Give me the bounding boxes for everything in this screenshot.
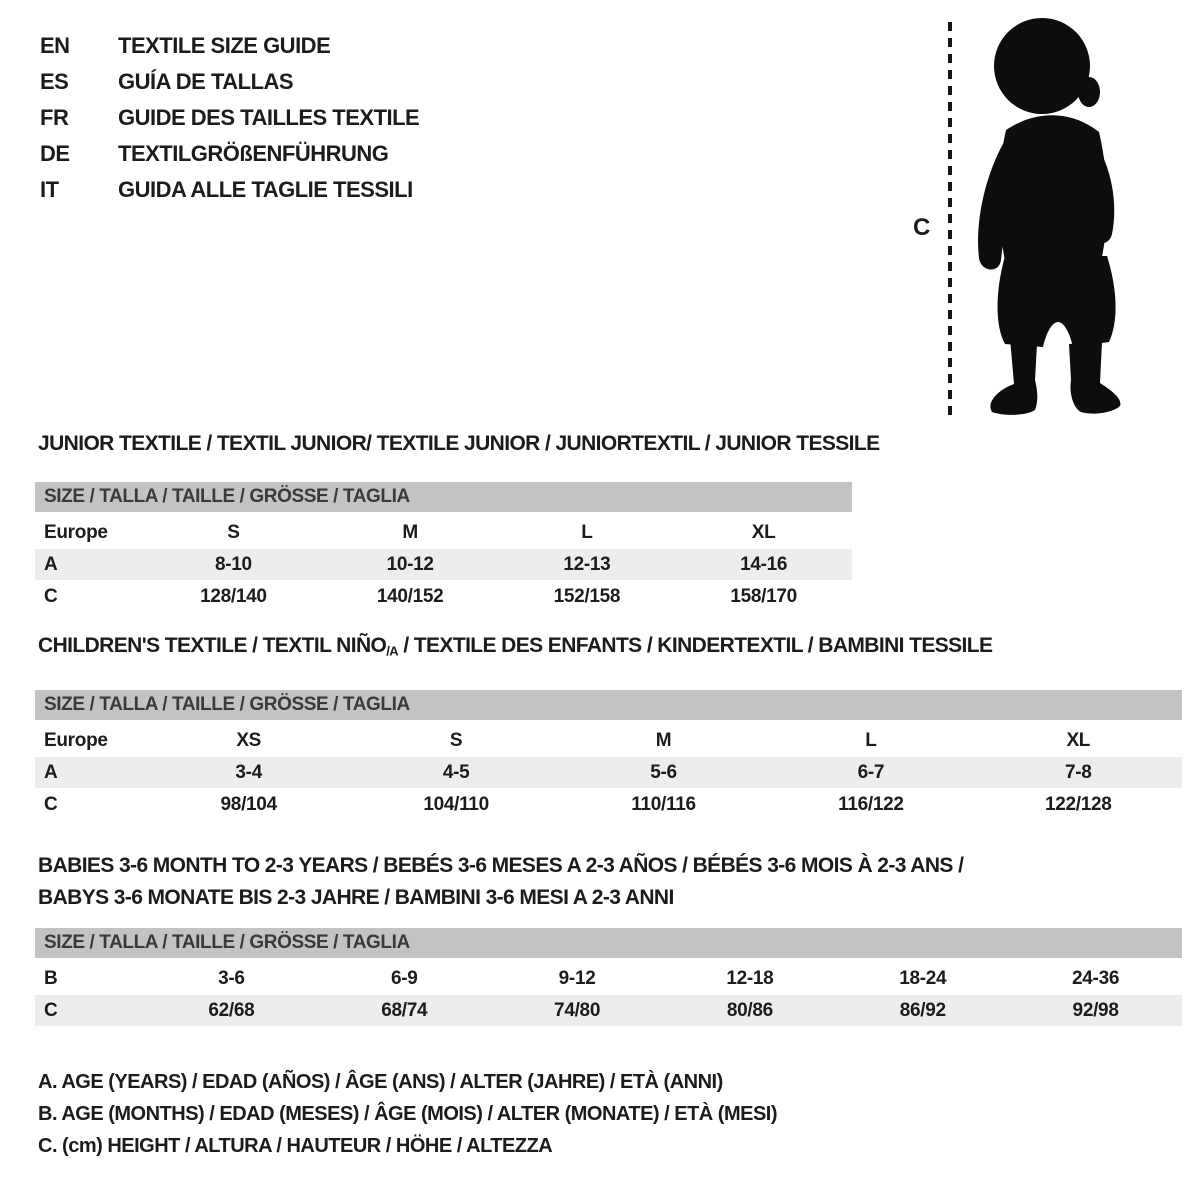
language-guide-title: GUIDA ALLE TAGLIE TESSILI (118, 177, 413, 202)
size-cell: 12-18 (726, 967, 774, 989)
size-cell: 110/116 (631, 793, 696, 815)
table-title-line: BABYS 3-6 MONATE BIS 2-3 JAHRE / BAMBINI 3-6 MESI A 2-3 ANNI (38, 886, 674, 909)
size-cell: 24-36 (1072, 967, 1120, 989)
size-cell: 5-6 (650, 761, 677, 783)
language-row (40, 64, 419, 100)
size-cell: 6-9 (390, 967, 418, 989)
table-title-line: BABIES 3-6 MONTH TO 2-3 YEARS / BEBÉS 3-6 MESES A 2-3 AÑOS / BÉBÉS 3-6 MOIS À 2-3 ANS / (38, 854, 964, 877)
size-cell: M (655, 729, 672, 751)
footnote-legend (38, 1066, 777, 1162)
size-cell: 122/128 (1044, 793, 1112, 815)
table-row (35, 995, 1182, 1026)
size-cell: 3-6 (218, 967, 245, 989)
table-title (38, 630, 992, 668)
row-label: A (44, 761, 58, 783)
size-cell: 86/92 (899, 999, 946, 1021)
language-row (40, 100, 419, 136)
footnote-line: C. (cm) HEIGHT / ALTURA / HAUTEUR / HÖHE / ALTEZZA (38, 1134, 553, 1157)
row-label: C (44, 999, 58, 1021)
size-cell: 9-12 (558, 967, 596, 989)
size-table-childrens-textile (35, 634, 1182, 821)
size-cell: 140/152 (376, 585, 444, 607)
row-label: Europe (44, 729, 108, 751)
size-cell: 104/110 (423, 793, 489, 815)
language-code: FR (40, 105, 69, 130)
size-cell: 3-4 (235, 761, 262, 783)
size-header-bar: SIZE / TALLA / TAILLE / GRÖSSE / TAGLIA (35, 690, 1182, 720)
language-guide-title: TEXTILE SIZE GUIDE (118, 33, 331, 58)
language-row (40, 172, 419, 208)
language-row (40, 136, 419, 172)
row-label: A (44, 553, 58, 575)
table-row (35, 517, 852, 548)
size-cell: 12-13 (563, 553, 611, 575)
language-title-list (40, 28, 419, 208)
size-header-bar: SIZE / TALLA / TAILLE / GRÖSSE / TAGLIA (35, 928, 1182, 958)
size-cell: L (865, 729, 877, 751)
language-code: DE (40, 141, 70, 166)
table-row (35, 789, 1182, 820)
size-cell: 8-10 (214, 553, 252, 575)
size-header-bar: SIZE / TALLA / TAILLE / GRÖSSE / TAGLIA (35, 482, 852, 512)
size-cell: 116/122 (838, 793, 904, 815)
footnote-line: A. AGE (YEARS) / EDAD (AÑOS) / ÂGE (ANS) / ALTER (JAHRE) / ETÀ (ANNI) (38, 1070, 723, 1093)
size-cell: S (449, 729, 463, 751)
baby-silhouette-icon (942, 12, 1142, 424)
language-code: IT (40, 177, 59, 202)
height-measure-label: C (913, 214, 931, 241)
language-code: EN (40, 33, 70, 58)
size-cell: S (227, 521, 240, 543)
size-cell: 92/98 (1072, 999, 1119, 1021)
row-label: C (44, 585, 58, 607)
size-cell: 128/140 (200, 585, 267, 607)
size-cell: M (402, 521, 418, 543)
language-guide-title: GUÍA DE TALLAS (118, 69, 294, 94)
table-title-line: JUNIOR TEXTILE / TEXTIL JUNIOR/ TEXTILE JUNIOR / JUNIORTEXTIL / JUNIOR TESSILE (38, 432, 880, 455)
row-label: C (44, 793, 58, 815)
footnote-line: B. AGE (MONTHS) / EDAD (MESES) / ÂGE (MOIS) / ALTER (MONATE) / ETÀ (MESI) (38, 1102, 778, 1125)
baby-silhouette-shape (978, 18, 1120, 415)
size-cell: 152/158 (553, 585, 621, 607)
size-cell: 7-8 (1065, 761, 1092, 783)
table-title-line: CHILDREN'S TEXTILE / TEXTIL $NIÑO_{/A}$ / TEXTILE DES ENFANTS / KINDERTEXTIL / BAMBINI TESSILE (38, 634, 993, 659)
size-cell: L (581, 521, 593, 543)
table-row (35, 581, 852, 612)
size-table-babies-textile (35, 854, 1182, 1027)
size-cell: 98/104 (220, 793, 277, 815)
size-cell: 14-16 (740, 553, 788, 575)
row-label: Europe (44, 521, 108, 543)
size-cell: XL (1066, 729, 1091, 751)
row-label: B (44, 967, 58, 989)
size-cell: 68/74 (381, 999, 428, 1021)
size-cell: 18-24 (899, 967, 947, 989)
language-guide-title: TEXTILGRÖßENFÜHRUNG (118, 141, 389, 166)
table-row (35, 963, 1182, 994)
size-cell: 10-12 (386, 553, 434, 575)
table-title (38, 428, 880, 460)
language-row (40, 28, 419, 64)
size-cell: 4-5 (442, 761, 470, 783)
size-cell: 74/80 (554, 999, 601, 1021)
size-cell: 80/86 (726, 999, 773, 1021)
size-cell: 6-7 (857, 761, 885, 783)
size-cell: 62/68 (208, 999, 255, 1021)
size-cell: XL (751, 521, 776, 543)
table-title (38, 850, 963, 914)
size-cell: 158/170 (730, 585, 797, 607)
size-cell: XS (236, 729, 262, 751)
language-code: ES (40, 69, 69, 94)
table-row (35, 757, 1182, 788)
table-row (35, 725, 1182, 756)
language-guide-title: GUIDE DES TAILLES TEXTILE (118, 105, 420, 130)
size-table-junior-textile (35, 432, 880, 613)
table-row (35, 549, 852, 580)
